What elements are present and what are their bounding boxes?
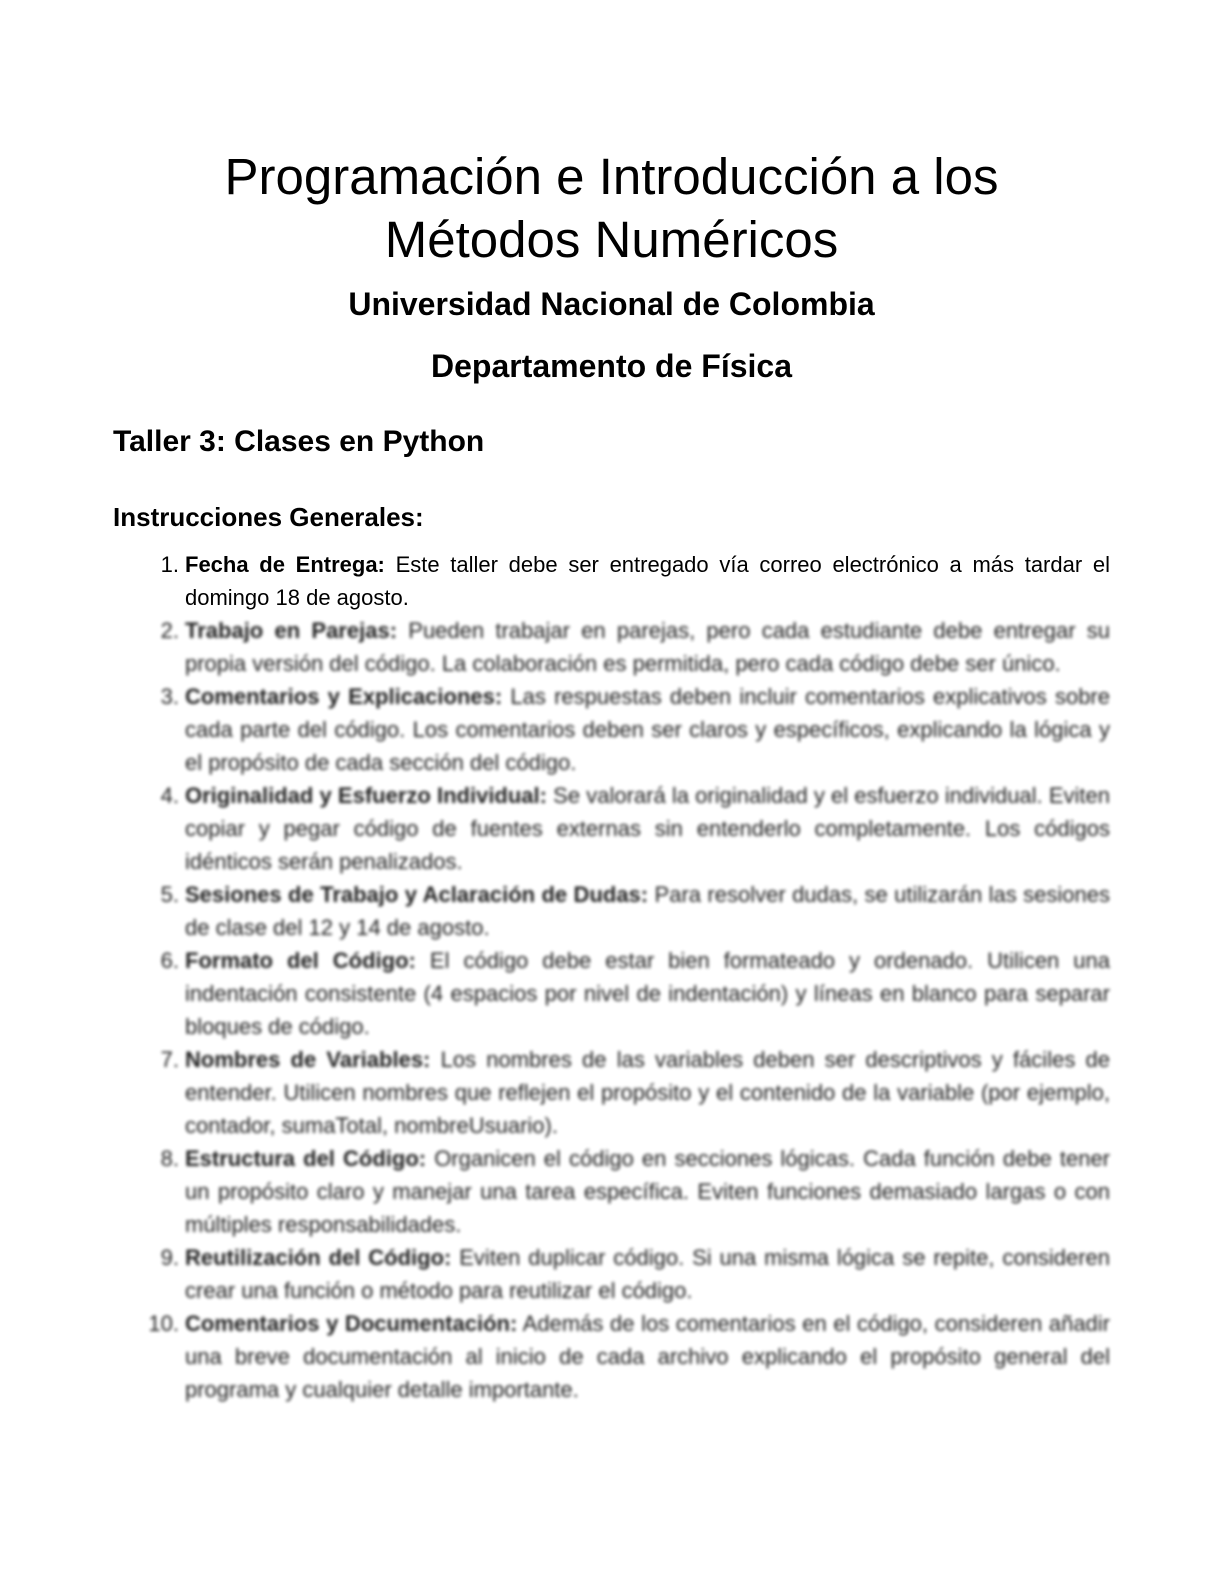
item-lead: Formato del Código: [185, 948, 416, 973]
item-number: 6. [160, 948, 179, 973]
item-number: 10. [148, 1311, 179, 1336]
document-title [113, 145, 1110, 271]
list-item [113, 878, 1110, 944]
item-lead: Fecha de Entrega: [185, 552, 385, 577]
list-item [113, 548, 1110, 614]
item-text: El código debe estar bien formateado y ordenado. Utilicen una indentación consistente (4 espacios por nivel de indentación) y líneas en blanco para separar bloques de código. [185, 948, 1110, 1039]
item-number: 9. [160, 1245, 179, 1270]
list-item [113, 680, 1110, 779]
item-text: Los nombres de las variables deben ser descriptivos y fáciles de entender. Utilicen nombres que reflejen el propósito y el contenido de la variable (por ejemplo, contador, sumaTotal, nombreUsuario). [185, 1047, 1110, 1138]
list-item [113, 944, 1110, 1043]
list-item [113, 614, 1110, 680]
item-lead: Estructura del Código: [185, 1146, 427, 1171]
item-number: 5. [160, 882, 179, 907]
item-lead: Sesiones de Trabajo y Aclaración de Dudas: [185, 882, 649, 907]
list-item [113, 1241, 1110, 1307]
item-text: Para resolver dudas, se utilizarán las sesiones de clase del 12 y 14 de agosto. [185, 882, 1110, 940]
item-lead: Trabajo en Parejas: [185, 618, 398, 643]
item-lead: Nombres de Variables: [185, 1047, 431, 1072]
subtitle-department: Departamento de Física [431, 348, 792, 384]
document-title-line2: Métodos Numéricos [384, 211, 839, 268]
subtitle-university: Universidad Nacional de Colombia [348, 286, 875, 322]
item-text: Este taller debe ser entregado vía correo electrónico a más tardar el domingo 18 de agosto. [185, 552, 1110, 610]
item-number: 7. [160, 1047, 179, 1072]
instructions-list [113, 548, 1110, 1406]
item-number: 1. [160, 552, 179, 577]
subsection-heading: Instrucciones Generales: [113, 502, 424, 532]
item-text: Además de los comentarios en el código, consideren añadir una breve documentación al inicio de cada archivo explicando el propósito general del programa y cualquier detalle importante. [185, 1311, 1110, 1402]
item-lead: Reutilización del Código: [185, 1245, 452, 1270]
section-heading: Taller 3: Clases en Python [113, 425, 485, 458]
list-item [113, 779, 1110, 878]
item-number: 4. [160, 783, 179, 808]
list-item [113, 1043, 1110, 1142]
item-text: Eviten duplicar código. Si una misma lógica se repite, consideren crear una función o método para reutilizar el código. [185, 1245, 1110, 1303]
list-item [113, 1142, 1110, 1241]
item-text: Se valorará la originalidad y el esfuerzo individual. Eviten copiar y pegar código de fuentes externas sin entenderlo completamente. Los códigos idénticos serán penalizados. [185, 783, 1110, 874]
document-title-line1: Programación e Introducción a los [224, 148, 999, 205]
item-text: Las respuestas deben incluir comentarios explicativos sobre cada parte del código. Los comentarios deben ser claros y específicos, explicando la lógica y el propósito de cada sección del código. [185, 684, 1110, 775]
item-lead: Originalidad y Esfuerzo Individual: [185, 783, 547, 808]
item-number: 2. [160, 618, 179, 643]
item-lead: Comentarios y Explicaciones: [185, 684, 503, 709]
item-number: 3. [160, 684, 179, 709]
item-lead: Comentarios y Documentación: [185, 1311, 518, 1336]
item-text: Organicen el código en secciones lógicas. Cada función debe tener un propósito claro y manejar una tarea específica. Eviten funciones demasiado largas o con múltiples responsabilidades. [185, 1146, 1111, 1237]
item-number: 8. [160, 1146, 179, 1171]
item-text: Pueden trabajar en parejas, pero cada estudiante debe entregar su propia versión del código. La colaboración es permitida, pero cada código debe ser único. [185, 618, 1111, 676]
list-item [113, 1307, 1110, 1406]
